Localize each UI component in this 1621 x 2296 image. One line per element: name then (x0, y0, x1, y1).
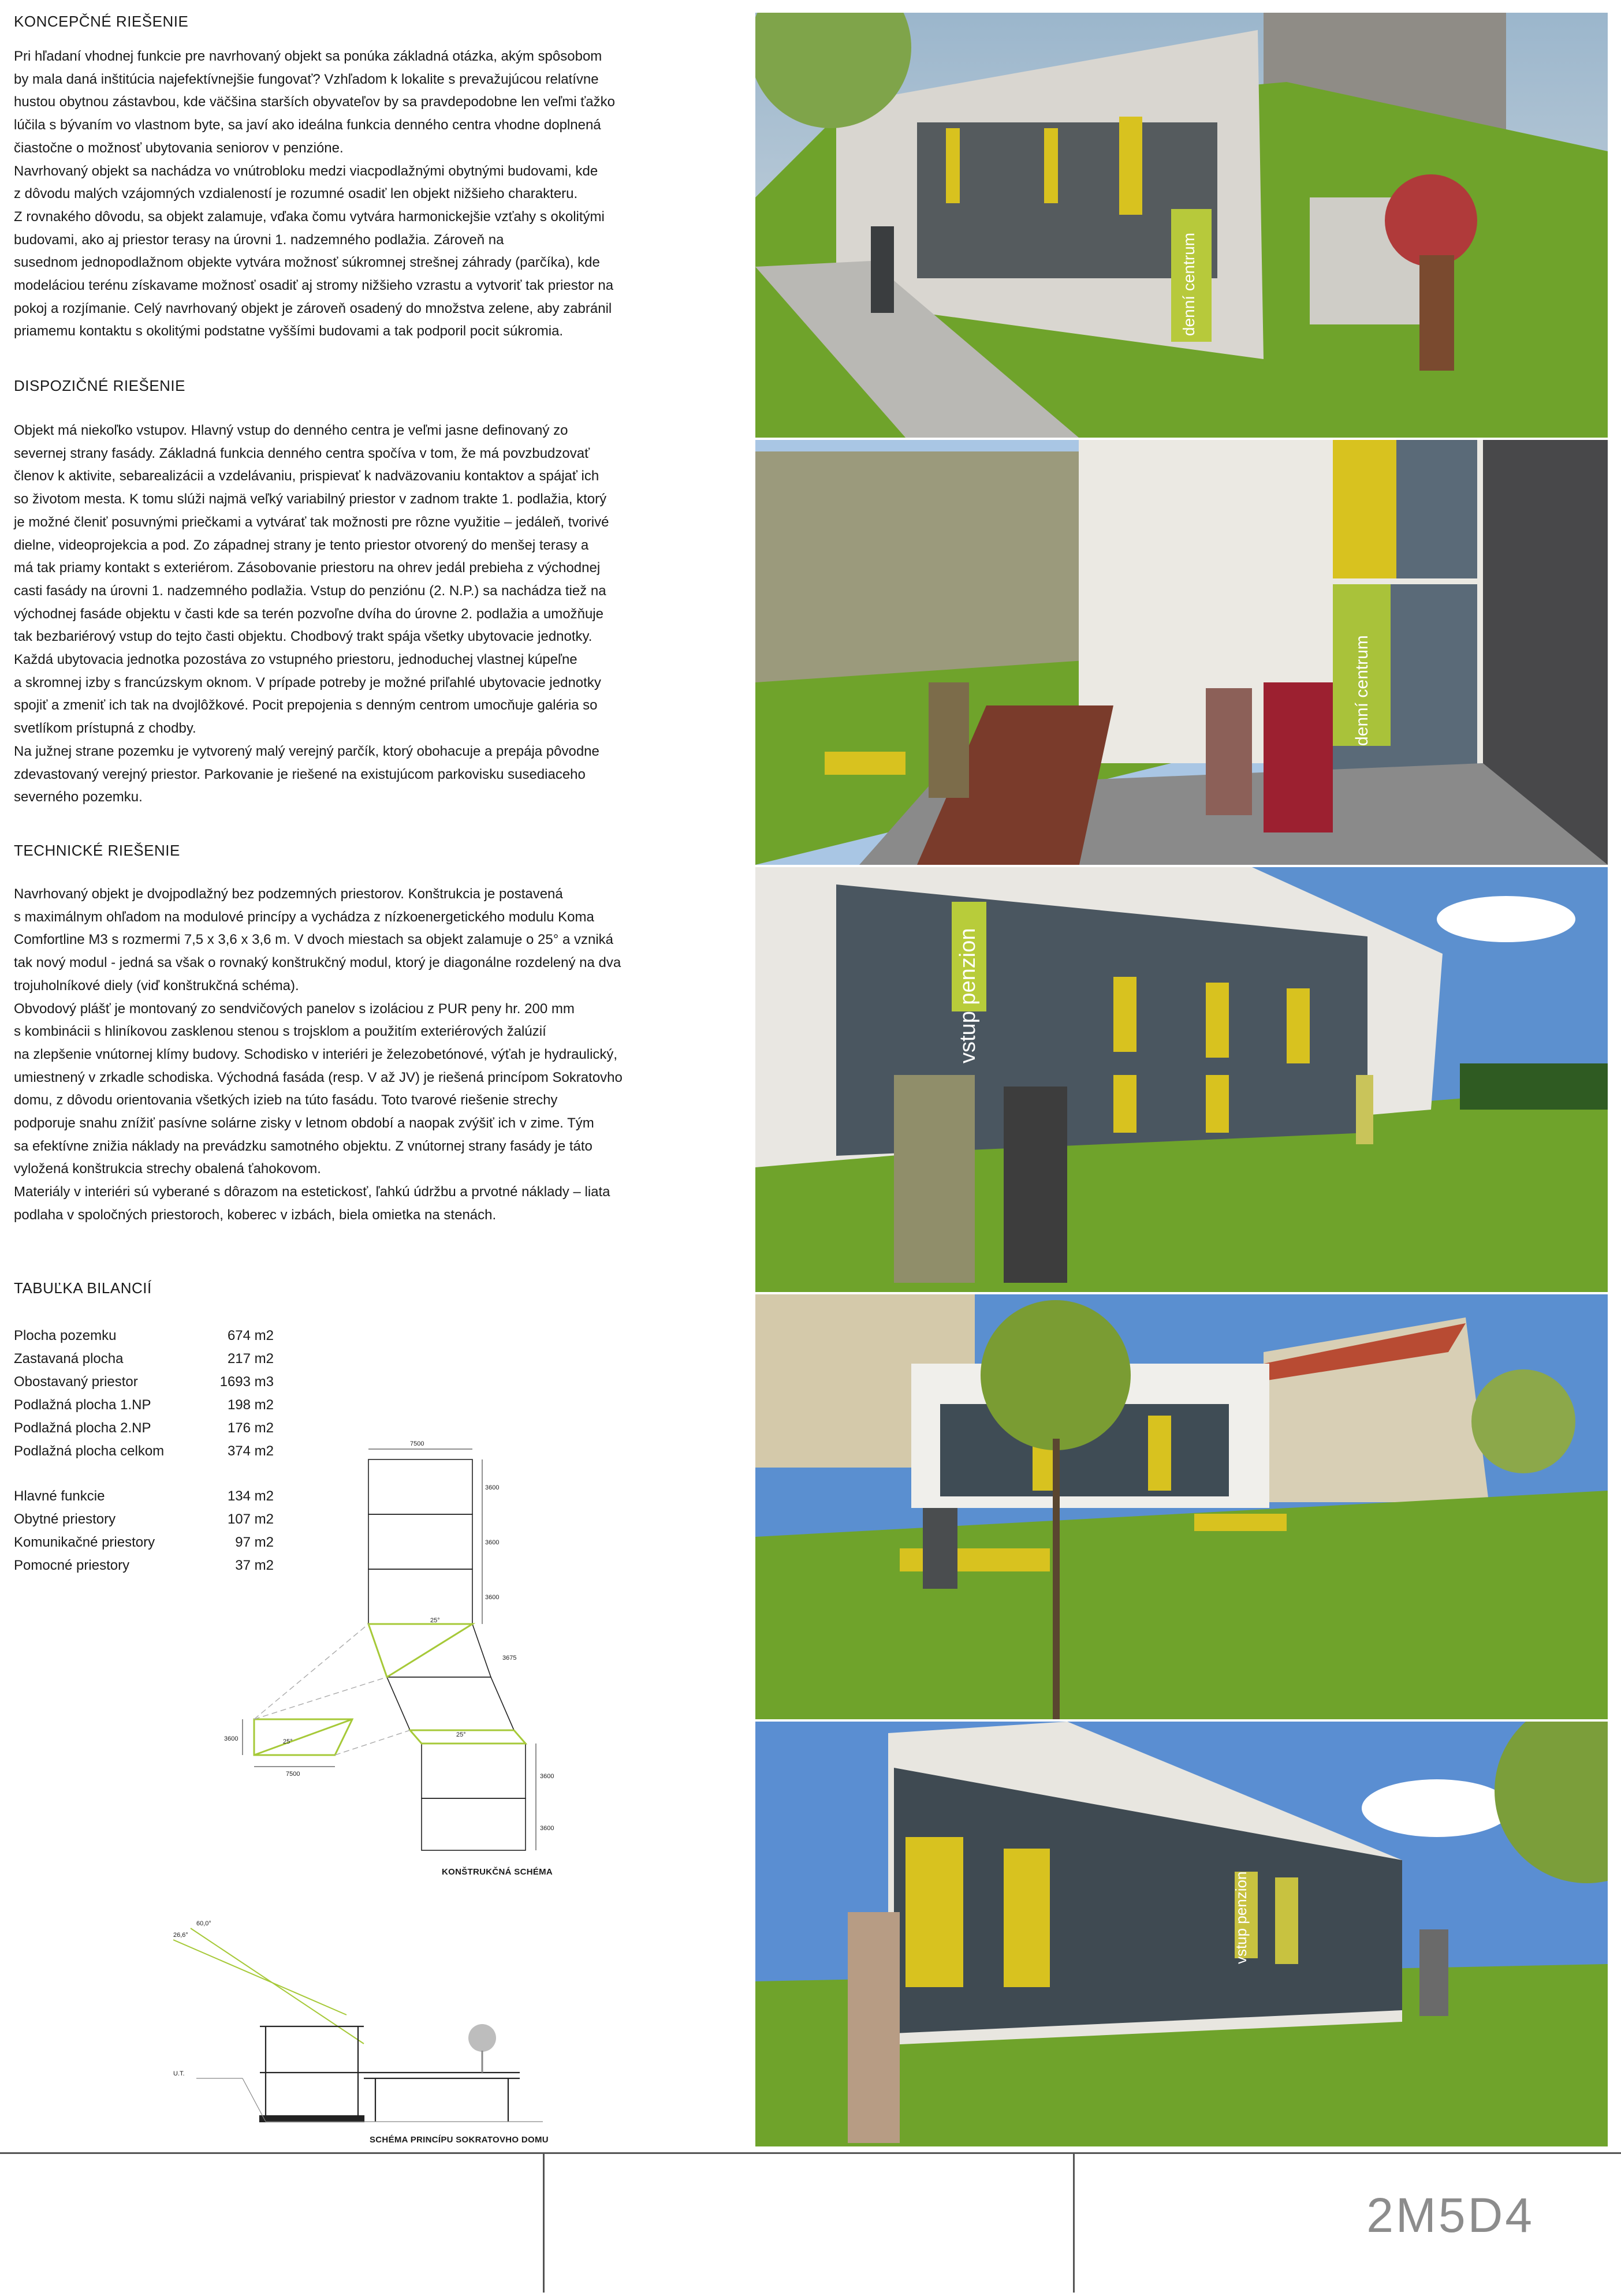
yellow-panel (1333, 440, 1396, 578)
technical-text: Navrhovaný objekt je dvojpodlažný bez podzemných priestorov. Konštrukcia je postavená s maximálnym ohľadom na modulové princípy a vychádza z nízkoenergetického modulu Koma Comfortline M3 s rozmermi 7,5 x 3,6 x 3,6 m. V dvoch miestach sa objekt zalamuje o 25° a vzniká tak nový modul - jedná sa však o rovnaký konštrukčný modul, ktorý je diagonálne rozdelený na dva trojuholníkové diely (viď konštrukčná schéma). Obvodový plášť je montovaný zo sendvičových panelov s izoláciou z PUR peny hr. 200 mm s kombinácii s hliníkovou zasklenou stenou s trojsklom a použitím exteriérových žalúzií na zlepšenie vnútornej klímy budovy. Schodisko v interiéri je železobetónové, výťah je hydraulický, umiestnený v zrkadle schodiska. Východná fasáda (resp. V až JV) je riešená princípom Sokratovho domu, z dôvodu orientovania všetkých izieb na túto fasádu. Toto tvarové riešenie strechy podporuje snahu znížiť pasívne solárne zisky v letnom období a naopak zvýšiť ich v zime. Tým sa efektívne znižia náklady na prevádzku samotného objektu. Z vnútornej strany fasády je táto vyložená konštrukcia strechy obalená ťahokovom. Materiály v interiéri sú vyberané s dôrazom na estetickosť, ľahkú údržbu a prvotné náklady – liata podlaha v spoločných priestoroch, koberec v izbách, biela omietka na stenách. (14, 886, 623, 1223)
table-row: Hlavné funkcie 134 m2 (14, 1488, 274, 1504)
yellow-panel (1287, 988, 1310, 1063)
render-1 (755, 13, 1608, 438)
tree-icon (468, 2024, 496, 2052)
yellow-panel (1044, 128, 1058, 203)
dim-label: 3600 (540, 1825, 554, 1832)
dim-label: 3600 (485, 1594, 500, 1601)
yellow-panel (905, 1837, 963, 1987)
bench (1194, 1514, 1287, 1531)
module (368, 1459, 472, 1514)
table-row: Pomocné priestory 37 m2 (14, 1558, 274, 1573)
module (387, 1677, 514, 1730)
yellow-panel (1148, 1416, 1171, 1491)
technical-heading: TECHNICKÉ RIEŠENIE (14, 842, 180, 859)
ground-label: U.T. (173, 2070, 185, 2077)
module (368, 1569, 472, 1624)
yellow-panel (1004, 1849, 1050, 1987)
dim-label: 3600 (224, 1735, 239, 1742)
table-row: Obostavaný priestor 1693 m3 (14, 1374, 274, 1390)
angle-label: 25° (283, 1738, 293, 1745)
apartment-block (755, 451, 1079, 682)
yellow-panel (1119, 117, 1142, 215)
triangle-module (368, 1624, 472, 1677)
construction-line (254, 1624, 368, 1719)
angle-label: 25° (430, 1617, 440, 1624)
dim-label: 3600 (540, 1773, 554, 1780)
yellow-panel (1206, 1075, 1229, 1133)
module (410, 1730, 526, 1744)
socrates-caption: SCHÉMA PRINCÍPU SOKRATOVHO DOMU (370, 2135, 549, 2145)
render-4 (755, 1294, 1608, 1719)
disposition-text: Objekt má niekoľko vstupov. Hlavný vstup do denného centra je veľmi jasne definovaný zo severnej strany fasády. Základná funkcia denného centra spočíva v tom, že má povzbudzovať členov k aktivite, sebarealizácii a vzdelávaniu, prispievať k nadväzovaniu kontaktov a spájať ich so životom mesta. K tomu slúži najmä veľký variabilný priestor v zadnom trakte 1. podlažia, ktorý je možné členiť posuvnými priečkami a vytvárať tak možnosti pre rôzne využitie – jedáleň, tvorivé dielne, videoprojekcia a pod. Zo západnej strany je tento priestor otvorený do menšej terasy a má tak priamy kontakt s exteriérom. Zásobovanie priestoru na ohrev jedál prebieha z východnej casti fasády na úrovni 1. nadzemného podlažia. Vstup do penziónu (2. N.P.) sa nachádza tiež na východnej fasáde objektu v časti kde sa terén pozvoľne dvíha do úrovne 2. podlažia a umožňuje tak bezbariérový vstup do tejto časti objektu. Chodbový trakt spája všetky ubytovacie jednotky. Každá ubytovacia jednotka pozostáva zo vstupného priestoru, jednoduchej vlastnej kúpeľne a skromnej izby s francúzskym oknom. V prípade potreby je možné priľahlé ubytovacie jednotky spojiť a zmeniť ich tak na dvojlôžkové. Pocit prepojenia s denným centrom umocňuje galéria so svetlíkom prístupná z chodby. Na južnej strane pozemku je vytvorený malý verejný parčík, ktorý obohacuje a prepája pôvodne zdevastovaný verejný priestor. Parkovanie je riešené na existujúcom parkovisku susediaceho severného pozemku. (14, 423, 609, 805)
table-row: Zastavaná plocha 217 m2 (14, 1351, 274, 1367)
umbrella (1385, 174, 1477, 267)
sign-denni-centrum: denní centrum (1352, 635, 1372, 746)
person (923, 1508, 957, 1589)
module (368, 1514, 472, 1569)
person (1004, 1087, 1067, 1283)
yellow-panel (1113, 1075, 1136, 1133)
socrates-section (173, 1899, 566, 2130)
person (1206, 688, 1252, 815)
dim-label: 3675 (502, 1655, 517, 1662)
person (871, 226, 894, 313)
sign-vstup-penzion: vstup penzion (1232, 1871, 1250, 1964)
construction-scheme-caption: KONŠTRUKČNÁ SCHÉMA (442, 1867, 553, 1877)
module (422, 1798, 526, 1850)
table-row: Obytné priestory 107 m2 (14, 1511, 274, 1527)
sun-ray (173, 1940, 346, 2015)
bench (825, 752, 905, 775)
table-row: Podlažná plocha celkom 374 m2 (14, 1443, 274, 1459)
table-row: Komunikačné priestory 97 m2 (14, 1535, 274, 1550)
yellow-panel (1356, 1075, 1373, 1144)
title-cell (0, 2154, 545, 2293)
title-block (0, 2152, 1621, 2296)
angle-label: 60,0° (196, 1920, 211, 1927)
yellow-panel (946, 128, 960, 203)
table-row: Plocha pozemku 674 m2 (14, 1328, 274, 1343)
person (1264, 682, 1333, 832)
yellow-panel (1275, 1877, 1298, 1964)
dim-label: 7500 (286, 1771, 300, 1778)
tree-trunk (1053, 1439, 1060, 1719)
yellow-panel (1113, 977, 1136, 1052)
person (1419, 255, 1454, 371)
table-row: Podlažná plocha 1.NP 198 m2 (14, 1397, 274, 1413)
tree (1471, 1369, 1575, 1473)
render-5 (755, 1722, 1608, 2146)
cloud (1437, 896, 1575, 942)
project-code: 2M5D4 (1366, 2188, 1534, 2242)
construction-scheme (219, 1432, 577, 1888)
bench (900, 1548, 1050, 1571)
dim-label: 3600 (485, 1539, 500, 1546)
construction-line (335, 1730, 410, 1755)
dim-label-top: 7500 (410, 1440, 424, 1447)
ground-line (243, 2078, 266, 2122)
person (894, 1075, 975, 1283)
concept-text: Pri hľadaní vhodnej funkcie pre navrhovaný objekt sa ponúka základná otázka, akým spôsobom by mala daná inštitúcia najefektívnejšie fungovať? Vzhľadom k lokalite s prevažujúcou relatívne hustou obytnou zástavbou, kde väčšina starších obyvateľov by sa pravdepodobne len veľmi ťažko lúčila s bývaním vo vlastnom byte, sa javí ako ideálna funkcia denného centra vhodne doplnená čiastočne o možnosť ubytovania seniorov v penzióne. Navrhovaný objekt sa nachádza vo vnútrobloku medzi viacpodlažnými obytnými budovami, kde z dôvodu malých vzájomných vzdialeností je rozumné osadiť len objekt nižšieho charakteru. Z rovnakého dôvodu, sa objekt zalamuje, vďaka čomu vytvára harmonickejšie vzťahy s okolitými budovami, ako aj priestor terasy na úrovni 1. nadzemného podlažia. Zároveň na susednom jednopodlažnom objekte vytvára možnosť súkromnej strešnej záhrady (parčíka), kde modeláciou terénu získavame možnosť osadiť aj stromy nižšieho vzrastu a vytvoriť tak priestor na pokoj a rozjímanie. Celý navrhovaný objekt je zároveň osadený do množstva zelene, aby zabránil priamemu kontaktu s okolitými podstatne vyššími budovami a tak podporil pocit súkromia. (14, 48, 615, 339)
sign-vstup-penzion: vstup penzion (956, 928, 980, 1063)
construction-line (254, 1677, 387, 1719)
tree (981, 1300, 1131, 1450)
concept-heading: KONCEPČNÉ RIEŠENIE (14, 13, 189, 30)
title-cell (545, 2154, 1075, 2293)
module (422, 1744, 526, 1798)
angle-label: 26,6° (173, 1932, 188, 1939)
triangle-module (410, 1730, 526, 1744)
angle-label: 25° (456, 1731, 466, 1738)
person (1419, 1929, 1448, 2016)
person (848, 1912, 900, 2143)
person (929, 682, 969, 798)
table-row: Podlažná plocha 2.NP 176 m2 (14, 1420, 274, 1436)
dim-label: 3600 (485, 1484, 500, 1491)
balance-heading: TABUĽKA BILANCIÍ (14, 1279, 152, 1297)
glass-wall (1396, 440, 1477, 578)
sign-denni-centrum: denní centrum (1180, 233, 1198, 336)
yellow-panel (1206, 983, 1229, 1058)
cloud (1362, 1779, 1512, 1837)
render-2 (755, 440, 1608, 865)
slab (260, 2116, 364, 2122)
trees (1460, 1063, 1608, 1110)
render-3 (755, 867, 1608, 1292)
disposition-heading: DISPOZIČNÉ RIEŠENIE (14, 377, 185, 394)
